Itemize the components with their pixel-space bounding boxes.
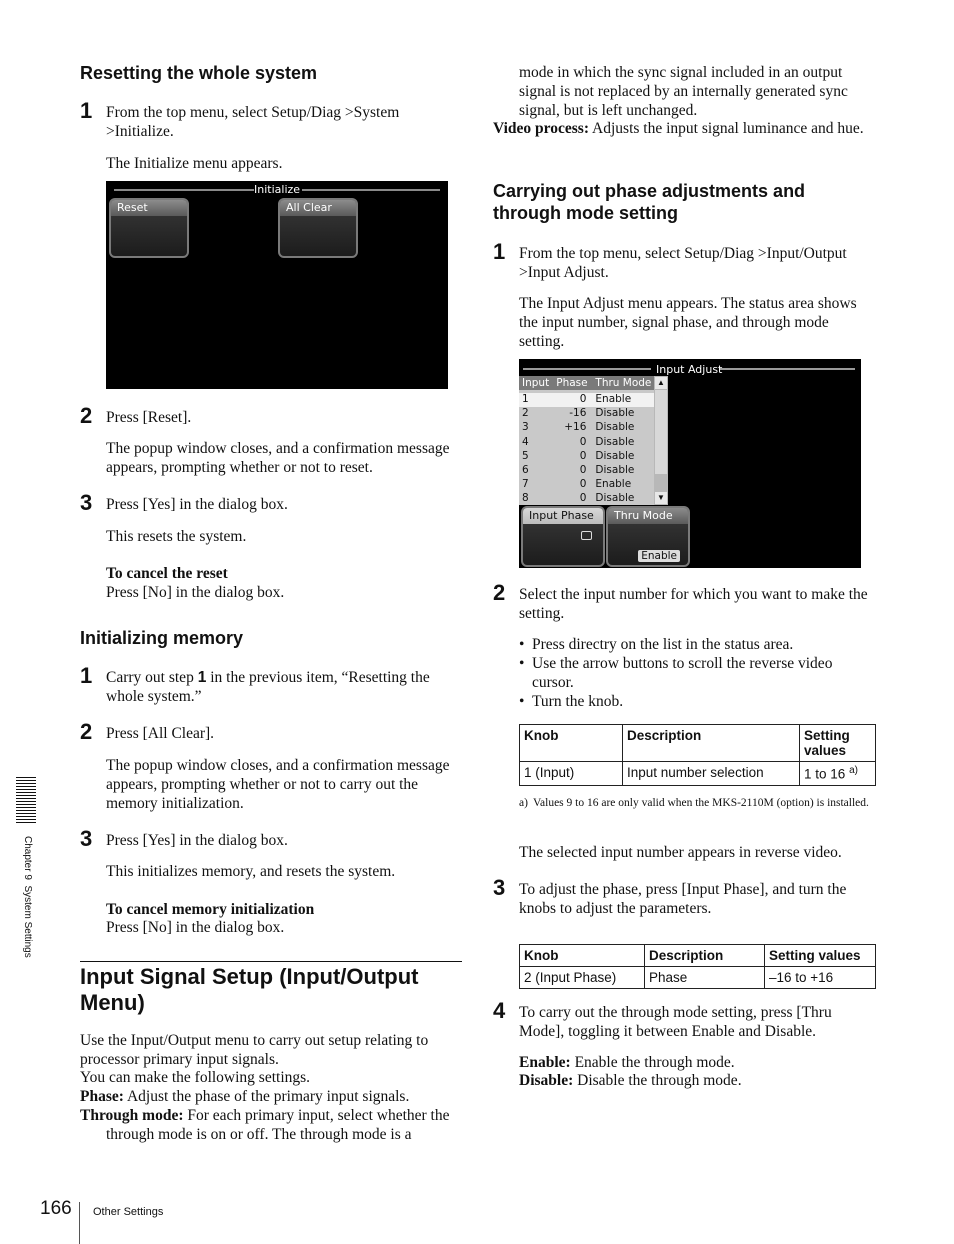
status-list-row[interactable] <box>519 436 654 450</box>
step-text: To adjust the phase, press [Input Phase], and turn the knobs to adjust the parameters. <box>519 881 847 917</box>
footer-section: Other Settings <box>93 1206 164 1218</box>
row-phase: -16 <box>569 407 587 420</box>
row-phase: 0 <box>579 393 587 405</box>
row-input: 4 <box>522 435 529 448</box>
thru-mode-button[interactable] <box>606 506 690 567</box>
row-input: 2 <box>522 407 529 420</box>
reset-button[interactable] <box>109 198 189 258</box>
table-cell: –16 to +16 <box>765 967 876 989</box>
status-list-row[interactable] <box>519 393 654 407</box>
row-phase: 0 <box>579 449 587 462</box>
bullet-list <box>519 635 875 711</box>
row-mode: Enable <box>595 393 632 405</box>
row-phase: 0 <box>579 478 587 491</box>
side-chapter-label: Chapter 9 System Settings <box>22 836 33 958</box>
table-cell: 2 (Input Phase) <box>520 967 645 989</box>
scroll-thumb[interactable] <box>655 390 667 474</box>
row-input: 6 <box>522 463 529 476</box>
row-input: 7 <box>522 478 529 491</box>
row-mode: Enable <box>595 478 632 491</box>
table-header: Setting values <box>800 725 876 762</box>
cancel-reset-text: Press [No] in the dialog box. <box>106 584 285 601</box>
row-phase: 0 <box>579 463 587 476</box>
initialize-title: Initialize <box>254 183 301 196</box>
row-mode: Disable <box>595 421 635 434</box>
section-rule <box>80 961 462 962</box>
def-video-process: Video process: Adjusts the input signal luminance and hue. <box>493 120 864 137</box>
intro-settings: You can make the following settings. <box>80 1069 311 1086</box>
row-mode: Disable <box>595 492 635 505</box>
step-number: 1 <box>80 98 93 123</box>
footnote: a) Values 9 to 16 are only valid when the MKS-2110M (option) is installed. <box>519 797 869 809</box>
row-mode: Disable <box>595 435 635 448</box>
list-scrollbar[interactable] <box>654 376 668 505</box>
col-thru-header: Thru Mode <box>595 377 652 389</box>
status-list[interactable] <box>519 376 654 505</box>
col-input-header: Input <box>522 377 550 389</box>
step-text: Press [All Clear]. <box>106 725 215 742</box>
row-input: 3 <box>522 421 529 434</box>
def-enable: Enable: Enable the through mode. <box>519 1054 735 1071</box>
intro-paragraph: Use the Input/Output menu to carry out setup relating to processor primary input signals. <box>80 1032 429 1068</box>
status-rows <box>519 393 654 507</box>
step-text: From the top menu, select Setup/Diag >Input/Output >Input Adjust. <box>519 245 847 281</box>
scroll-down-arrow-icon[interactable]: ▼ <box>655 492 667 504</box>
step-number: 3 <box>80 826 93 851</box>
table-header: Setting values <box>765 945 876 967</box>
step-number: 3 <box>80 490 93 515</box>
knob-table-1 <box>519 724 876 786</box>
cancel-memory-heading: To cancel memory initialization <box>106 901 315 918</box>
row-input: 5 <box>522 449 529 462</box>
cancel-memory-text: Press [No] in the dialog box. <box>106 919 285 936</box>
step-note: This resets the system. <box>106 528 247 545</box>
list-item: • Press directry on the list in the status area. <box>519 635 875 654</box>
step-text: To carry out the through mode setting, press [Thru Mode], toggling it between Enable and Disable. <box>519 1004 832 1040</box>
step-note: The popup window closes, and a confirmation message appears, prompting whether or not to carry out the memory initialization. <box>106 757 450 812</box>
initialize-menu-screenshot <box>106 181 448 389</box>
step-text: Select the input number for which you want to make the setting. <box>519 586 868 622</box>
status-list-row[interactable] <box>519 478 654 492</box>
step-text: From the top menu, select Setup/Diag >System >Initialize. <box>106 104 400 140</box>
status-list-row[interactable] <box>519 407 654 421</box>
step-text: Press [Reset]. <box>106 409 192 426</box>
table-cell: Input number selection <box>623 762 800 786</box>
heading-initializing-memory: Initializing memory <box>80 628 244 648</box>
cancel-reset-heading: To cancel the reset <box>106 565 228 582</box>
table-header: Knob <box>520 945 645 967</box>
step-number: 2 <box>80 403 93 428</box>
list-item: • Use the arrow buttons to scroll the reverse video cursor. <box>519 654 875 692</box>
table-header: Knob <box>520 725 623 762</box>
step-number: 1 <box>80 663 93 688</box>
def-disable: Disable: Disable the through mode. <box>519 1072 742 1089</box>
step-note: The selected input number appears in reverse video. <box>519 844 842 861</box>
section-title: Input Signal Setup (Input/Output Menu) <box>80 964 419 1015</box>
step-number: 4 <box>493 998 506 1023</box>
def-phase: Phase: Adjust the phase of the primary input signals. <box>80 1088 410 1105</box>
input-adjust-screenshot <box>519 359 861 568</box>
step-note: This initializes memory, and resets the system. <box>106 863 396 880</box>
knob-table-2 <box>519 944 876 989</box>
footer-divider <box>79 1202 80 1244</box>
input-phase-button-label: Input Phase <box>523 508 603 524</box>
through-mode-continued: mode in which the sync signal included in an output signal is not replaced by an internally generated sync signal, but is left unchanged. <box>519 64 848 119</box>
step-number: 1 <box>493 239 506 264</box>
all-clear-button-label: All Clear <box>280 200 356 216</box>
step-note: The Input Adjust menu appears. The status area shows the input number, signal phase, and through mode setting. <box>519 295 857 350</box>
row-mode: Disable <box>595 449 635 462</box>
col-phase-header: Phase <box>556 377 588 389</box>
step-number: 2 <box>493 580 506 605</box>
row-phase: +16 <box>564 421 587 434</box>
step-text: Carry out step 1 in the previous item, “Resetting the whole system.” <box>106 669 430 705</box>
step-text: Press [Yes] in the dialog box. <box>106 496 288 513</box>
status-list-row[interactable] <box>519 421 654 435</box>
status-list-row[interactable] <box>519 450 654 464</box>
row-input: 1 <box>522 393 529 405</box>
chapter-tab-marker <box>16 777 36 823</box>
step-note: The Initialize menu appears. <box>106 155 283 172</box>
step-note: The popup window closes, and a confirmation message appears, prompting whether or not to reset. <box>106 440 450 476</box>
thru-mode-value: Enable <box>638 550 680 562</box>
step-number: 2 <box>80 719 93 744</box>
heading-phase-adjust: Carrying out phase adjustments and through mode setting <box>493 181 806 223</box>
table-header: Description <box>645 945 765 967</box>
row-mode: Disable <box>595 407 635 420</box>
reset-button-label: Reset <box>111 200 187 216</box>
row-mode: Disable <box>595 463 635 476</box>
table-cell: 1 to 16 $^{a)}$ <box>800 762 876 786</box>
status-list-row[interactable] <box>519 464 654 478</box>
page-number: 166 <box>40 1198 72 1219</box>
row-phase: 0 <box>579 492 587 505</box>
scroll-up-arrow-icon[interactable]: ▲ <box>655 377 667 389</box>
row-phase: 0 <box>579 435 587 448</box>
thru-mode-button-label: Thru Mode <box>608 508 688 524</box>
table-cell: 1 (Input) <box>520 762 623 786</box>
heading-resetting: Resetting the whole system <box>80 63 318 83</box>
list-item: • Turn the knob. <box>519 692 875 711</box>
knob-icon <box>581 531 592 540</box>
row-input: 8 <box>522 492 529 505</box>
step-text: Press [Yes] in the dialog box. <box>106 832 288 849</box>
def-through-mode: Through mode: For each primary input, select whether the through mode is on or off. The through mode is a <box>80 1107 450 1143</box>
all-clear-button[interactable] <box>278 198 358 258</box>
input-phase-button[interactable] <box>521 506 605 567</box>
table-header: Description <box>623 725 800 762</box>
input-adjust-title: Input Adjust <box>656 363 723 376</box>
step-number: 3 <box>493 875 506 900</box>
status-list-row[interactable] <box>519 492 654 506</box>
table-cell: Phase <box>645 967 765 989</box>
